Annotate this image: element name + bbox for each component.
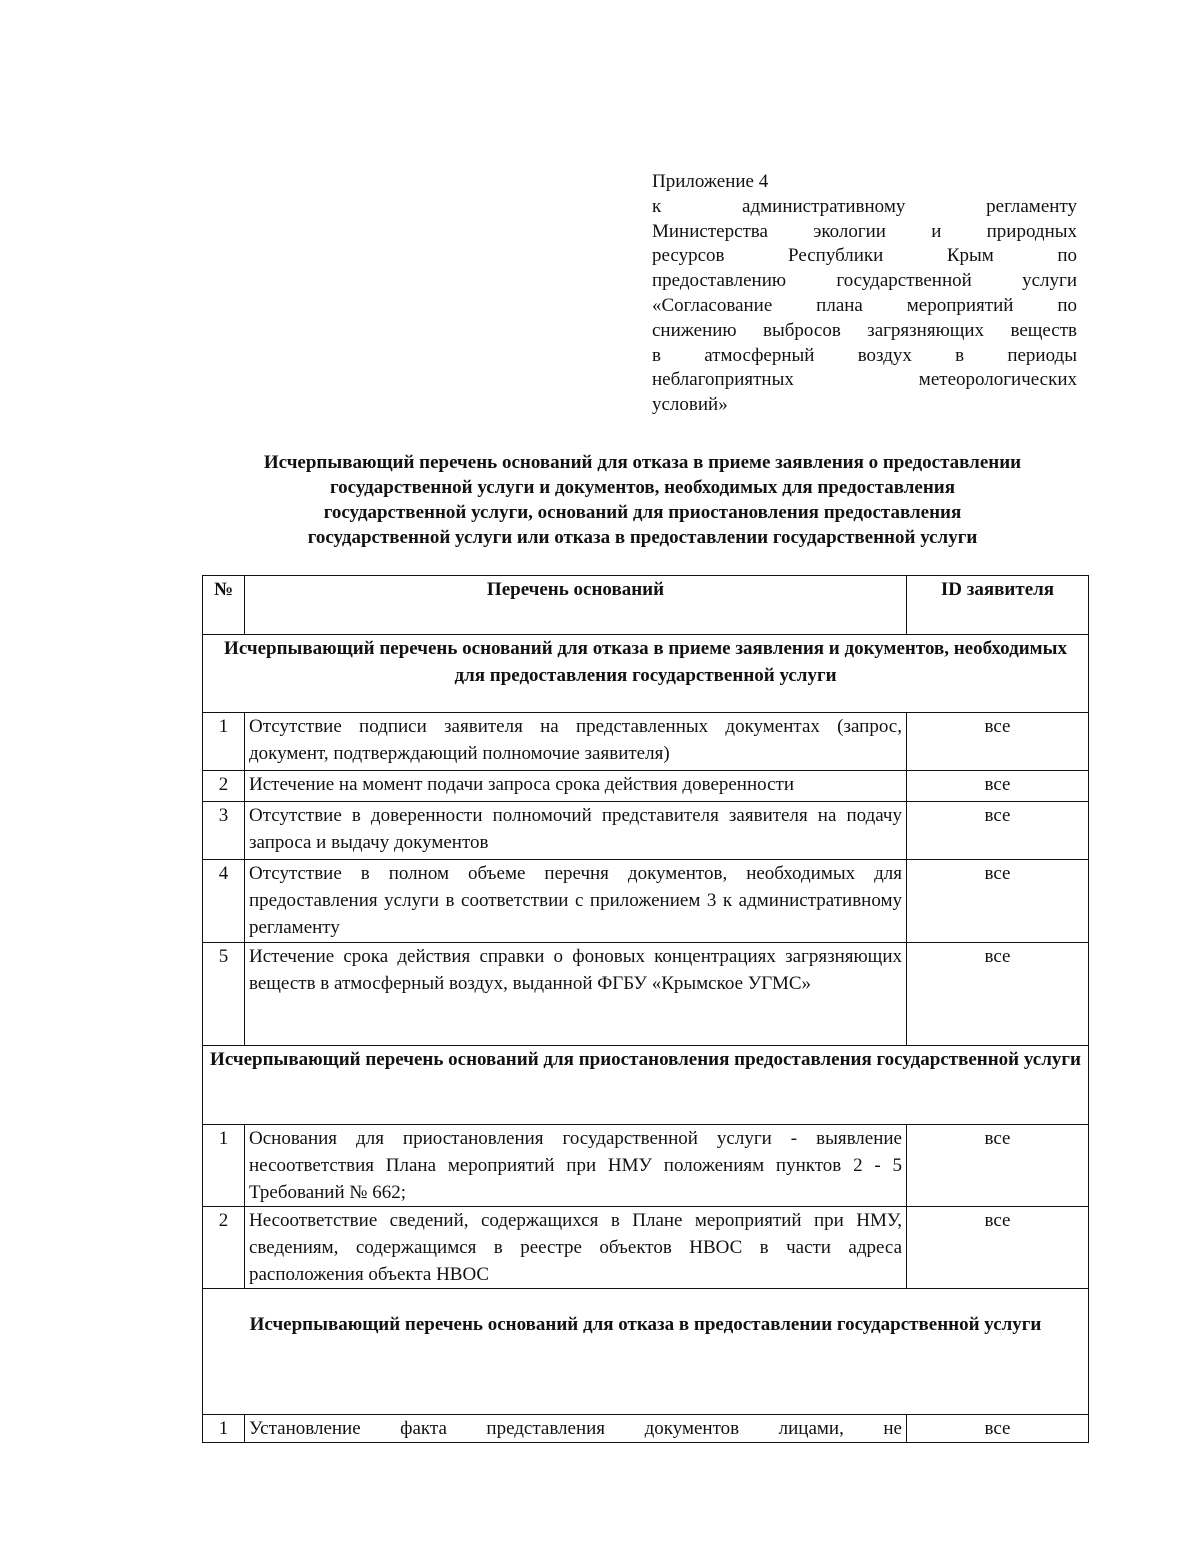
row-applicant: все	[907, 1125, 1089, 1207]
row-applicant: все	[907, 802, 1089, 860]
section-title: Исчерпывающий перечень оснований для приостановления предоставления государственной услуги	[203, 1046, 1089, 1125]
header-applicant-id: ID заявителя	[907, 576, 1089, 635]
table-row	[203, 860, 1089, 943]
header-number: №	[203, 576, 245, 635]
table-row	[203, 802, 1089, 860]
row-text: Несоответствие сведений, содержащихся в Плане мероприятий при НМУ, сведениям, содержащимся в реестре объектов НВОС в части адреса расположения объекта НВОС	[245, 1207, 907, 1289]
row-text: Отсутствие в доверенности полномочий представителя заявителя на подачу запроса и выдачу документов	[245, 802, 907, 860]
row-number: 2	[203, 1207, 245, 1289]
row-number: 1	[203, 1125, 245, 1207]
row-number: 2	[203, 771, 245, 802]
row-text: Отсутствие в полном объеме перечня документов, необходимых для предоставления услуги в соответствии с приложением 3 к административному регламенту	[245, 860, 907, 943]
row-applicant: все	[907, 860, 1089, 943]
row-text: Основания для приостановления государственной услуги - выявление несоответствия Плана мероприятий при НМУ положениям пунктов 2 - 5 Требований № 662;	[245, 1125, 907, 1207]
row-text: Истечение срока действия справки о фоновых концентрациях загрязняющих веществ в атмосферный воздух, выданной ФГБУ «Крымское УГМС»	[245, 943, 907, 1046]
row-applicant: все	[907, 771, 1089, 802]
row-text: Установление факта представления документов лицами, не	[245, 1415, 907, 1443]
section-title: Исчерпывающий перечень оснований для отказа в приеме заявления и документов, необходимых для предоставления государственной услуги	[203, 635, 1089, 713]
section-title: Исчерпывающий перечень оснований для отказа в предоставлении государственной услуги	[203, 1289, 1089, 1415]
table-row	[203, 1207, 1089, 1289]
header-grounds-list: Перечень оснований	[245, 576, 907, 635]
table-row	[203, 771, 1089, 802]
row-text: Истечение на момент подачи запроса срока действия доверенности	[245, 771, 907, 802]
appendix-line: предоставлению государственной услуги	[652, 270, 1077, 292]
appendix-line: Приложение 4	[652, 171, 769, 192]
appendix-line: Министерства экологии и природных	[652, 220, 1077, 242]
section-row	[203, 635, 1089, 713]
title-line: государственной услуги или отказа в предоставлении государственной услуги	[307, 527, 978, 548]
appendix-line: ресурсов Республики Крым по	[652, 245, 1077, 267]
appendix-line: к административному регламенту	[652, 195, 1077, 217]
row-applicant: все	[907, 713, 1089, 771]
table-row	[203, 1125, 1089, 1207]
title-line: Исчерпывающий перечень оснований для отказа в приеме заявления о предоставлении	[263, 452, 1022, 473]
title-line: государственной услуги и документов, необходимых для предоставления	[330, 477, 955, 498]
document-title	[190, 450, 1095, 550]
row-applicant: все	[907, 943, 1089, 1046]
appendix-line: в атмосферный воздух в периоды	[652, 344, 1077, 366]
section-row	[203, 1289, 1089, 1415]
appendix-line: снижению выбросов загрязняющих веществ	[652, 319, 1077, 341]
row-number: 1	[203, 1415, 245, 1443]
table-row	[203, 1415, 1089, 1443]
table-header-row	[203, 576, 1089, 635]
row-number: 1	[203, 713, 245, 771]
appendix-line: «Согласование плана мероприятий по	[652, 294, 1077, 316]
row-number: 4	[203, 860, 245, 943]
section-row	[203, 1046, 1089, 1125]
row-applicant: все	[907, 1207, 1089, 1289]
table-row	[203, 713, 1089, 771]
row-number: 3	[203, 802, 245, 860]
row-number: 5	[203, 943, 245, 1046]
title-line: государственной услуги, оснований для приостановления предоставления	[323, 502, 962, 523]
row-applicant: все	[907, 1415, 1089, 1443]
row-text: Отсутствие подписи заявителя на представленных документах (запрос, документ, подтверждающий полномочие заявителя)	[245, 713, 907, 771]
appendix-note	[652, 170, 1077, 418]
grounds-table	[202, 575, 1089, 1443]
table-row	[203, 943, 1089, 1046]
appendix-line: условий»	[652, 394, 728, 416]
appendix-line: неблагоприятных метеорологических	[652, 369, 1077, 391]
